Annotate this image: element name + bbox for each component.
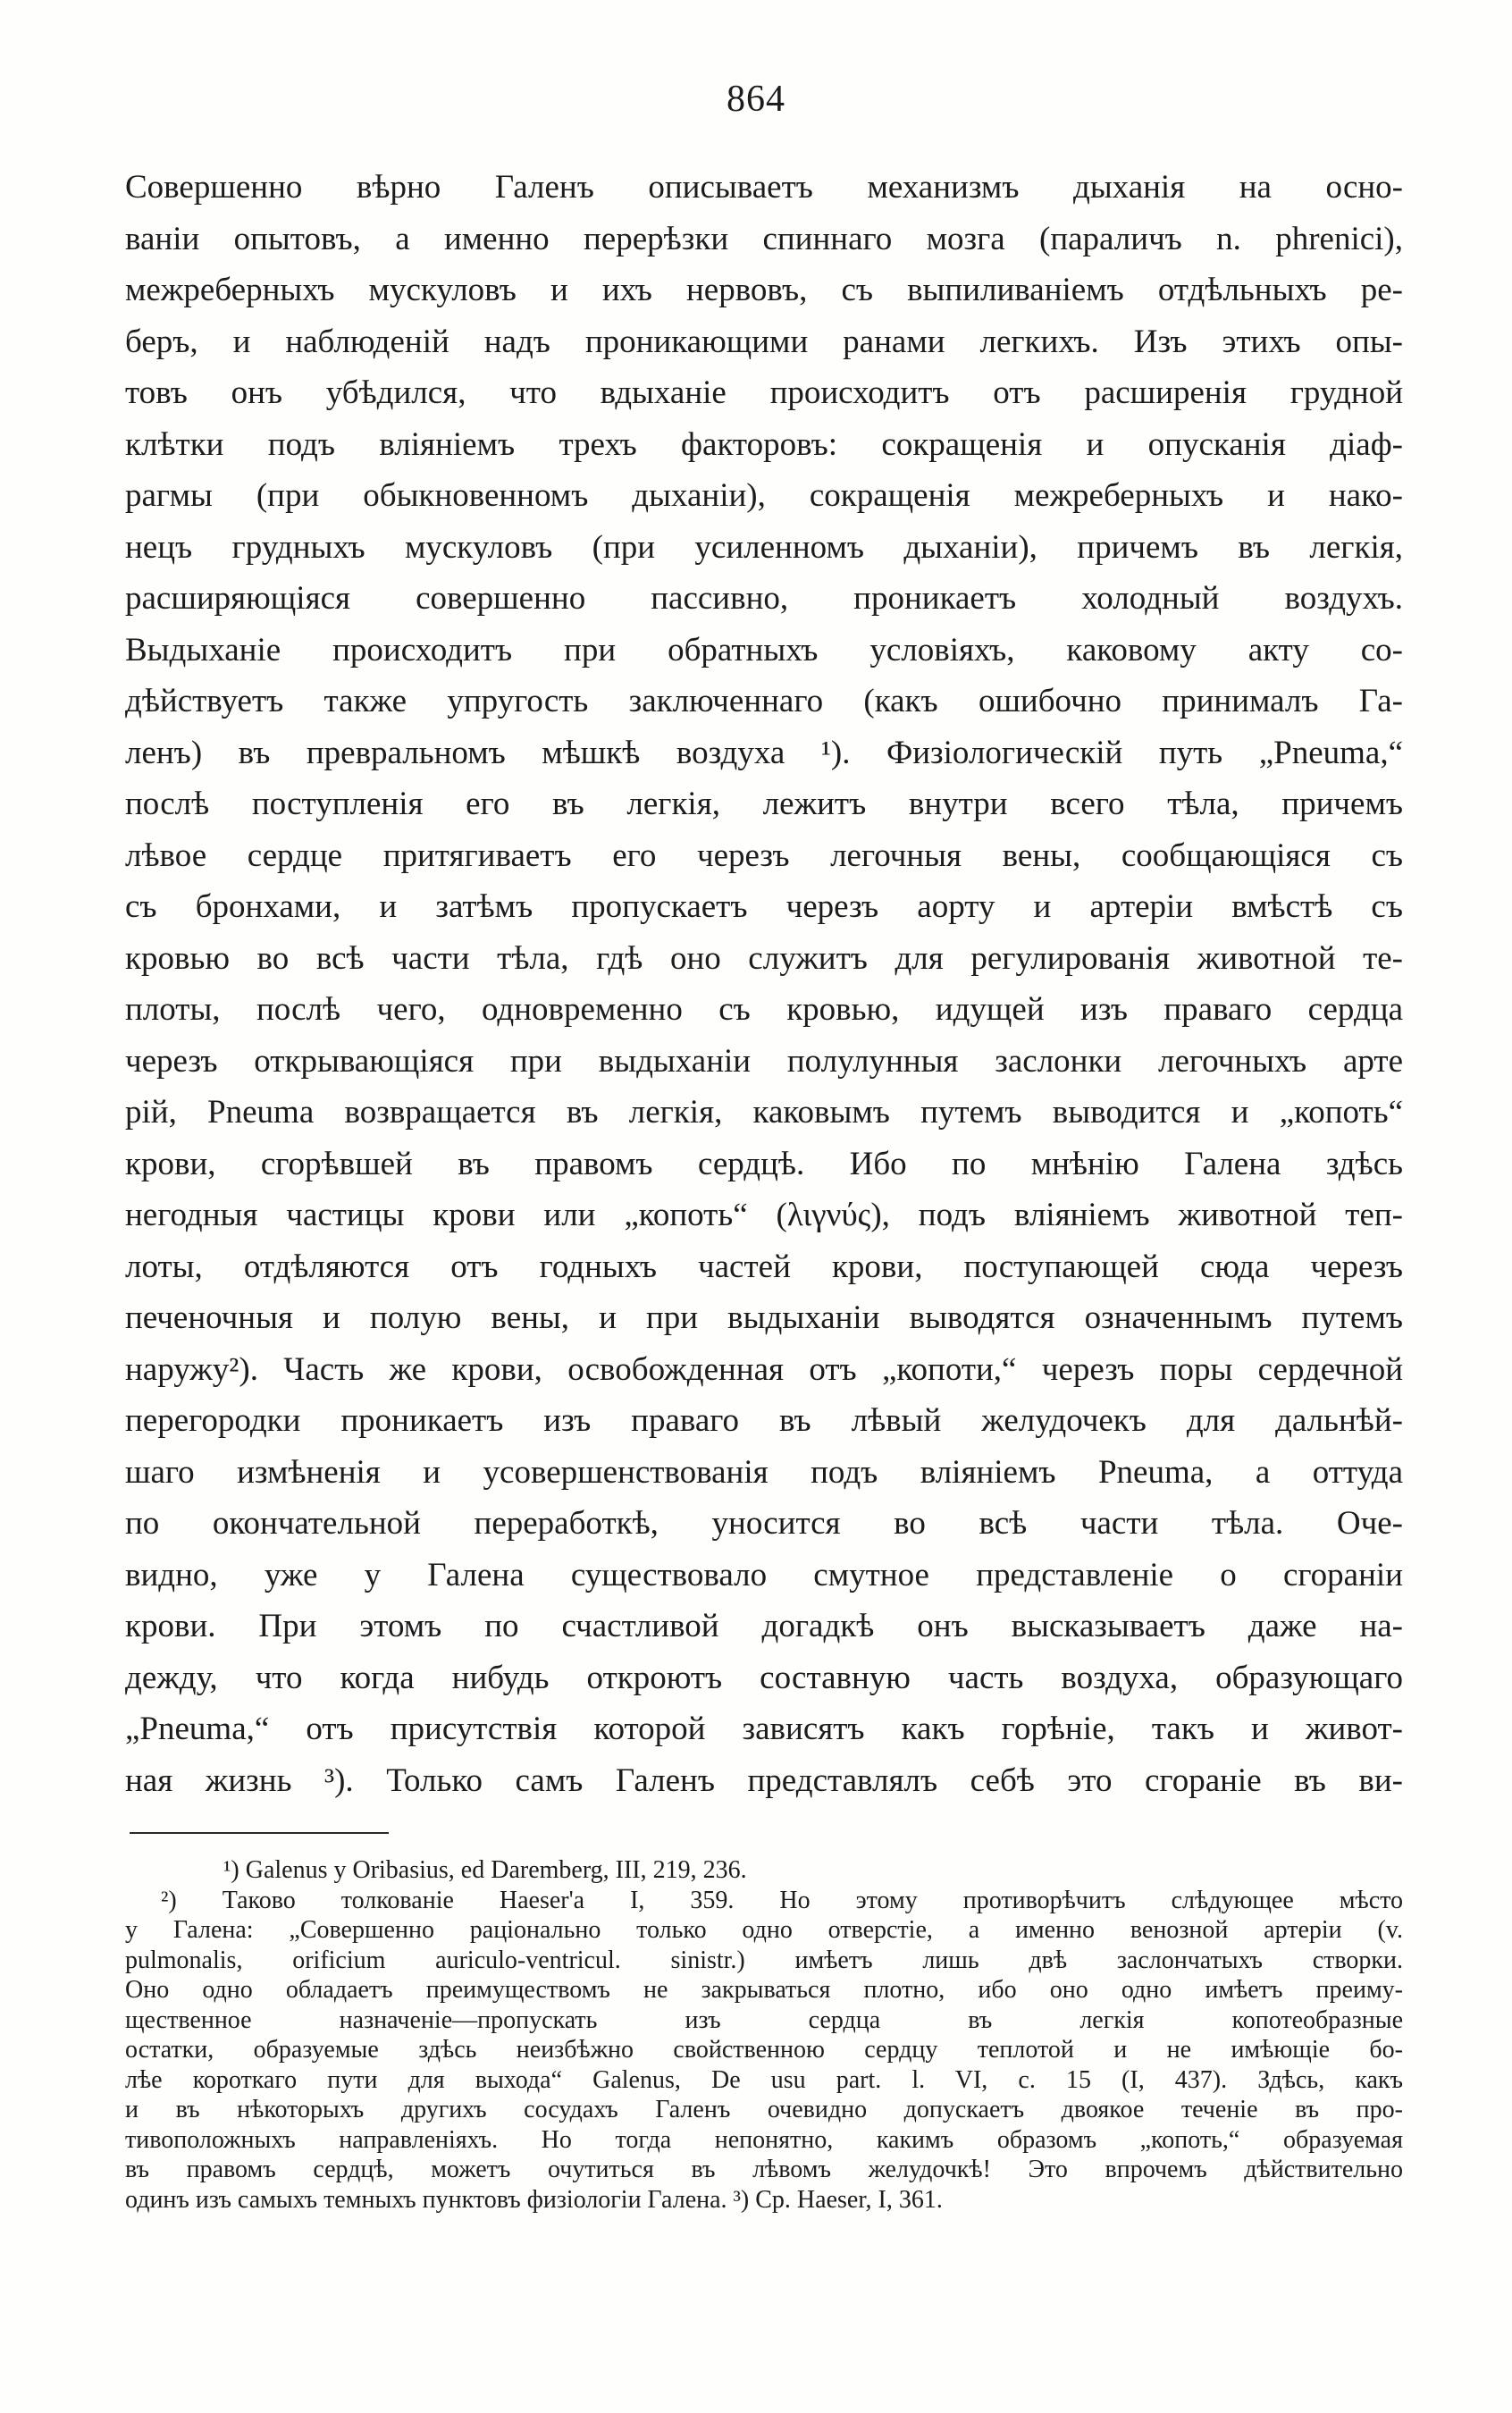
footnote-line: у Галена: „Совершенно раціонально только одно отверстіе, а именно венозной артеріи (v. xyxy=(125,1916,1403,1944)
footnote-line: одинъ изъ самыхъ темныхъ пунктовъ физіологіи Галена. ³) Ср. Haeser, I, 361. xyxy=(125,2185,943,2214)
text-line: клѣтки подъ вліяніемъ трехъ факторовъ: сокращенія и опусканія діаф- xyxy=(125,425,1403,463)
text-line: Выдыханіе происходитъ при обратныхъ условіяхъ, каковому акту со- xyxy=(125,631,1403,668)
page-number: 864 xyxy=(727,79,785,120)
text-line: по окончательной переработкѣ, уносится во всѣ части тѣла. Оче- xyxy=(125,1505,1403,1542)
text-line: печеночныя и полую вены, и при выдыханіи выводятся означеннымъ путемъ xyxy=(125,1299,1403,1336)
text-line: дежду, что когда нибудь откроютъ составную часть воздуха, образующаго xyxy=(125,1659,1403,1696)
text-line: крови. При этомъ по счастливой догадкѣ онъ высказываетъ даже на- xyxy=(125,1608,1403,1644)
text-line: ленъ) въ превральномъ мѣшкѣ воздуха ¹). Физіологическій путь „Pneuma,“ xyxy=(125,734,1403,771)
footnote-line: щественное назначеніе—пропускать изъ сердца въ легкія копотеобразные xyxy=(125,2005,1403,2034)
footnotes xyxy=(125,1855,1403,2215)
text-line: крови, сгорѣвшей въ правомъ сердцѣ. Ибо по мнѣнію Галена здѣсь xyxy=(125,1145,1403,1182)
text-line: Совершенно вѣрно Галенъ описываетъ механизмъ дыханія на осно- xyxy=(125,169,1403,206)
text-line: кровью во всѣ части тѣла, гдѣ оно служитъ для регулированія животной те- xyxy=(125,939,1403,977)
footnote-line: лѣе короткаго пути для выхода“ Galenus, De usu part. l. VI, c. 15 (I, 437). Здѣсь, какъ xyxy=(125,2065,1403,2094)
text-line: видно, уже у Галена существовало смутное представленіе о сгораніи xyxy=(125,1556,1403,1593)
text-line: беръ, и наблюденій надъ проникающими ранами легкихъ. Изъ этихъ опы- xyxy=(125,323,1403,360)
text-line: перегородки проникаетъ изъ праваго въ лѣвый желудочекъ для дальнѣй- xyxy=(125,1402,1403,1439)
text-line: дѣйствуетъ также упругость заключеннаго (какъ ошибочно принималъ Га- xyxy=(125,683,1403,719)
text-line: негодныя частицы крови или „копоть“ (λιγνύς), подъ вліяніемъ животной теп- xyxy=(125,1197,1403,1233)
text-line: плоты, послѣ чего, одновременно съ кровью, идущей изъ праваго сердца xyxy=(125,991,1403,1028)
text-line: ваніи опытовъ, а именно перерѣзки спиннаго мозга (параличъ n. phrenici), xyxy=(125,220,1403,257)
footnote-line: и въ нѣкоторыхъ другихъ сосудахъ Галенъ очевидно допускаетъ двоякое теченіе въ про- xyxy=(125,2096,1403,2123)
text-line: послѣ поступленія его въ легкія, лежитъ внутри всего тѣла, причемъ xyxy=(125,786,1403,822)
text-line: рій, Pneuma возвращается въ легкія, каковымъ путемъ выводится и „копоть“ xyxy=(125,1094,1403,1131)
footnote-line: Оно одно обладаетъ преимуществомъ не закрываться плотно, ибо оно одно имѣетъ преиму- xyxy=(125,1976,1403,2004)
text-line: шаго измѣненія и усовершенствованія подъ вліяніемъ Pneuma, а оттуда xyxy=(125,1453,1403,1491)
footnote-line: остатки, образуемые здѣсь неизбѣжно свойственною сердцу теплотой и не имѣющіе бо- xyxy=(125,2036,1403,2064)
text-line: лѣвое сердце притягиваетъ его черезъ легочныя вены, сообщающіяся съ xyxy=(125,837,1403,874)
text-line: „Pneuma,“ отъ присутствія которой зависятъ какъ горѣніе, такъ и живот- xyxy=(125,1711,1403,1747)
footnote-line: ¹) Galenus y Oribasius, ed Daremberg, III, 219, 236. xyxy=(223,1856,747,1884)
text-line: межреберныхъ мускуловъ и ихъ нервовъ, съ выпиливаніемъ отдѣльныхъ ре- xyxy=(125,272,1403,308)
text-line: наружу²). Часть же крови, освобожденная отъ „копоти,“ черезъ поры сердечной xyxy=(125,1350,1403,1388)
text-line: ная жизнь ³). Только самъ Галенъ представлялъ себѣ это сгораніе въ ви- xyxy=(125,1761,1403,1799)
footnote-line: въ правомъ сердцѣ, можетъ очутиться въ лѣвомъ желудочкѣ! Это впрочемъ дѣйствительно xyxy=(125,2156,1403,2183)
text-line: товъ онъ убѣдился, что вдыханіе происходитъ отъ расширенія грудной xyxy=(125,374,1403,411)
footnote-line: pulmonalis, orificium auriculo-ventricul. sinistr.) имѣетъ лишь двѣ заслончатыхъ створки. xyxy=(125,1946,1403,1974)
text-line: черезъ открывающіяся при выдыханіи полулунныя заслонки легочныхъ арте xyxy=(125,1042,1403,1080)
footnote-divider xyxy=(130,1832,389,1834)
text-line: расширяющіяся совершенно пассивно, проникаетъ холодный воздухъ. xyxy=(125,580,1403,617)
text-line: лоты, отдѣляются отъ годныхъ частей крови, поступающей сюда черезъ xyxy=(125,1248,1403,1285)
text-line: рагмы (при обыкновенномъ дыханіи), сокращенія межреберныхъ и нако- xyxy=(125,477,1403,514)
main-text xyxy=(125,162,1403,1806)
text-line: нецъ грудныхъ мускуловъ (при усиленномъ дыханіи), причемъ въ легкія, xyxy=(125,528,1403,566)
footnote-line: ²) Таково толкованіе Haeser'a I, 359. Но этому противорѣчитъ слѣдующее мѣсто xyxy=(161,1886,1403,1914)
text-line: съ бронхами, и затѣмъ пропускаетъ черезъ аорту и артеріи вмѣстѣ съ xyxy=(125,888,1403,925)
footnote-line: тивоположныхъ направленіяхъ. Но тогда непонятно, какимъ образомъ „копоть,“ образуемая xyxy=(125,2125,1403,2154)
